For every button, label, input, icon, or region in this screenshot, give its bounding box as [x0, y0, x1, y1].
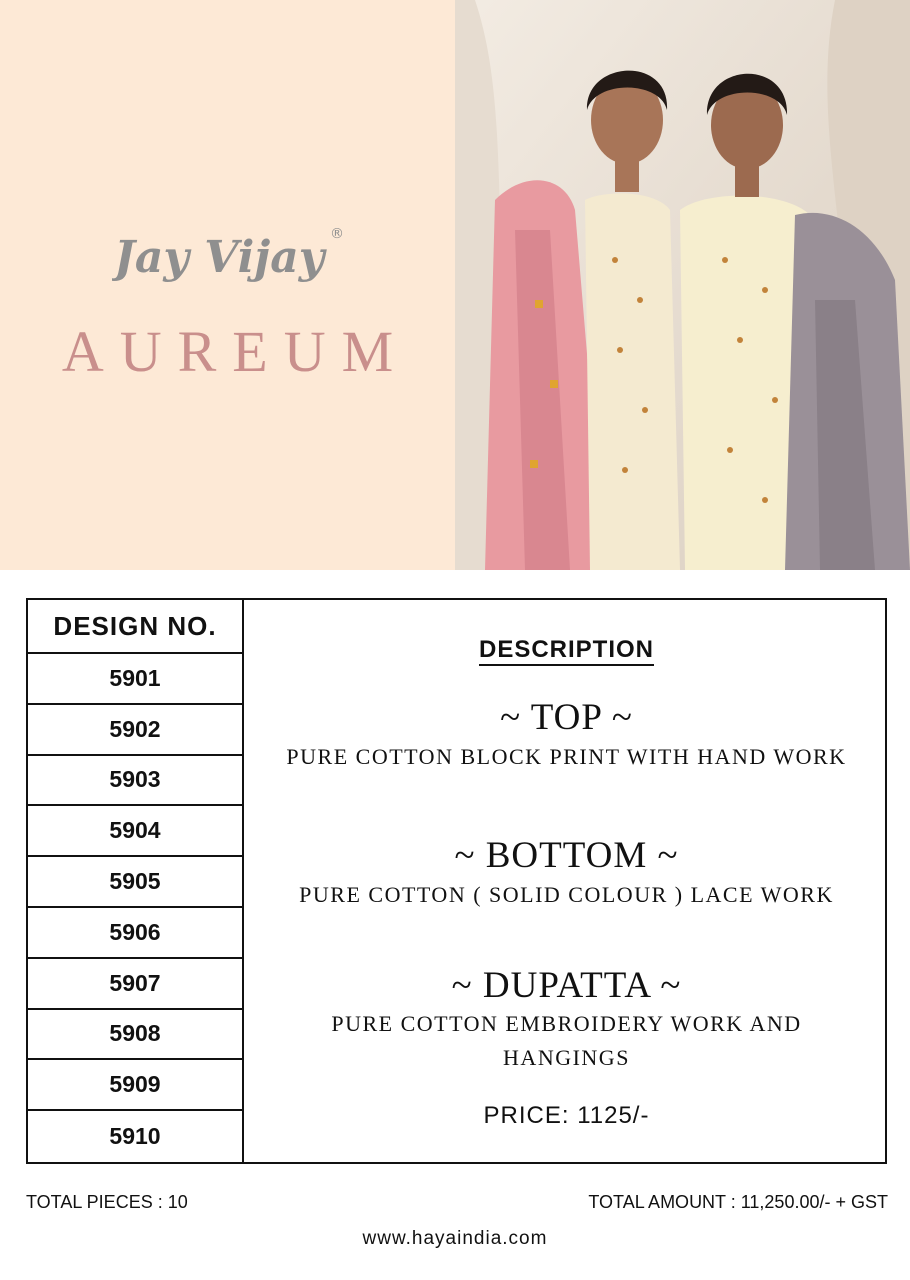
brand-logo-text: Jay Vijay — [114, 232, 325, 283]
models-photo-icon — [455, 0, 910, 570]
design-number-row: 5909 — [28, 1060, 242, 1111]
top-section-title: ~ TOP ~ — [500, 697, 633, 738]
total-amount: TOTAL AMOUNT : 11,250.00/- + GST — [588, 1192, 888, 1212]
brand-logo — [112, 222, 352, 286]
top-section-text: PURE COTTON BLOCK PRINT WITH HAND WORK — [286, 744, 847, 769]
registered-mark: ® — [330, 226, 344, 242]
price-text: PRICE: 1125/- — [483, 1102, 650, 1129]
design-number-row: 5902 — [28, 705, 242, 756]
design-number-row: 5908 — [28, 1010, 242, 1061]
description-column — [246, 600, 887, 1162]
catalog-banner — [0, 0, 910, 570]
bottom-section-text: PURE COTTON ( SOLID COLOUR ) LACE WORK — [299, 882, 834, 907]
website-link[interactable]: www.hayaindia.com — [362, 1228, 548, 1249]
design-number-row: 5906 — [28, 908, 242, 959]
design-description-table — [26, 598, 887, 1164]
description-heading-text: DESCRIPTION — [479, 636, 654, 666]
design-number-header: DESIGN NO. — [28, 600, 242, 654]
dupatta-section-text: PURE COTTON EMBROIDERY WORK AND HANGINGS — [331, 1011, 802, 1070]
design-number-row: 5910 — [109, 1123, 161, 1150]
design-number-row: 5904 — [28, 806, 242, 857]
description-heading — [246, 636, 887, 664]
design-number-row: 5905 — [28, 857, 242, 908]
bottom-section-title: ~ BOTTOM ~ — [454, 835, 679, 876]
dupatta-section-title: ~ DUPATTA ~ — [451, 965, 682, 1006]
models-photo — [455, 0, 910, 570]
design-number-row: 5907 — [28, 959, 242, 1010]
collection-title: AUREUM — [61, 319, 410, 384]
design-number-column — [28, 600, 244, 1162]
total-pieces: TOTAL PIECES : 10 — [26, 1192, 188, 1212]
brand-panel — [0, 0, 455, 570]
design-number-row: 5901 — [28, 654, 242, 705]
design-number-row: 5903 — [28, 756, 242, 807]
brand-logo-mark — [112, 222, 352, 286]
